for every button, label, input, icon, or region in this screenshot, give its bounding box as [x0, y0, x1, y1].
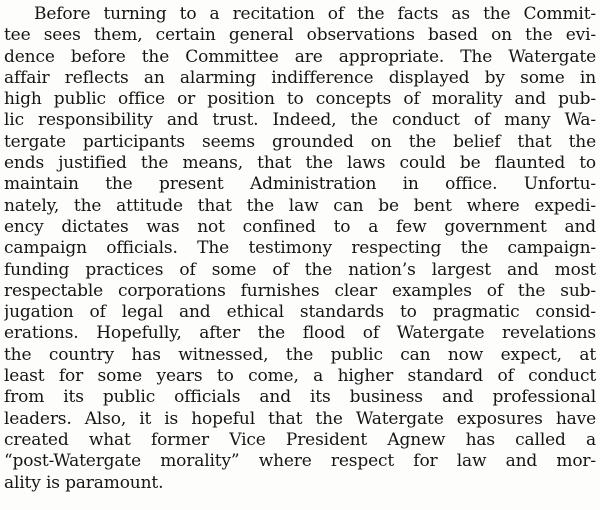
paragraph-line: the country has witnessed, the public can now expect, at: [4, 344, 596, 365]
paragraph-line: campaign officials. The testimony respecting the campaign-: [4, 238, 596, 259]
paragraph-line: respectable corporations furnishes clear examples of the sub-: [4, 280, 596, 301]
paragraph-line: ality is paramount.: [4, 472, 164, 493]
paragraph-line: affair reflects an alarming indifference displayed by some in: [4, 67, 596, 88]
paragraph-line: funding practices of some of the nation’s largest and most: [4, 259, 596, 280]
paragraph-line: jugation of legal and ethical standards to pragmatic consid-: [4, 302, 596, 323]
body-paragraph: [4, 4, 596, 494]
paragraph-line: tergate participants seems grounded on the belief that the: [4, 131, 596, 152]
paragraph-line: least for some years to come, a higher standard of conduct: [4, 366, 596, 387]
paragraph-line: nately, the attitude that the law can be bent where expedi-: [4, 195, 596, 216]
paragraph-line: leaders. Also, it is hopeful that the Watergate exposures have: [4, 408, 596, 429]
paragraph-line: ends justified the means, that the laws could be flaunted to: [4, 153, 596, 174]
paragraph-line: Before turning to a recitation of the facts as the Commit-: [34, 4, 596, 24]
paragraph-line: “post-Watergate morality” where respect for law and mor-: [4, 451, 596, 472]
paragraph-line: ency dictates was not confined to a few government and: [4, 216, 596, 237]
paragraph-line: lic responsibility and trust. Indeed, the conduct of many Wa-: [4, 110, 596, 131]
paragraph-line: erations. Hopefully, after the flood of Watergate revelations: [4, 323, 596, 344]
paragraph-line: created what former Vice President Agnew has called a: [4, 429, 596, 450]
paragraph-line: maintain the present Administration in office. Unfortu-: [4, 174, 596, 195]
paragraph-line: from its public officials and its business and professional: [4, 387, 596, 408]
paragraph-line: dence before the Committee are appropriate. The Watergate: [4, 46, 596, 67]
paragraph-line: tee sees them, certain general observations based on the evi-: [4, 25, 596, 46]
paragraph-line: high public office or position to concepts of morality and pub-: [4, 89, 596, 110]
